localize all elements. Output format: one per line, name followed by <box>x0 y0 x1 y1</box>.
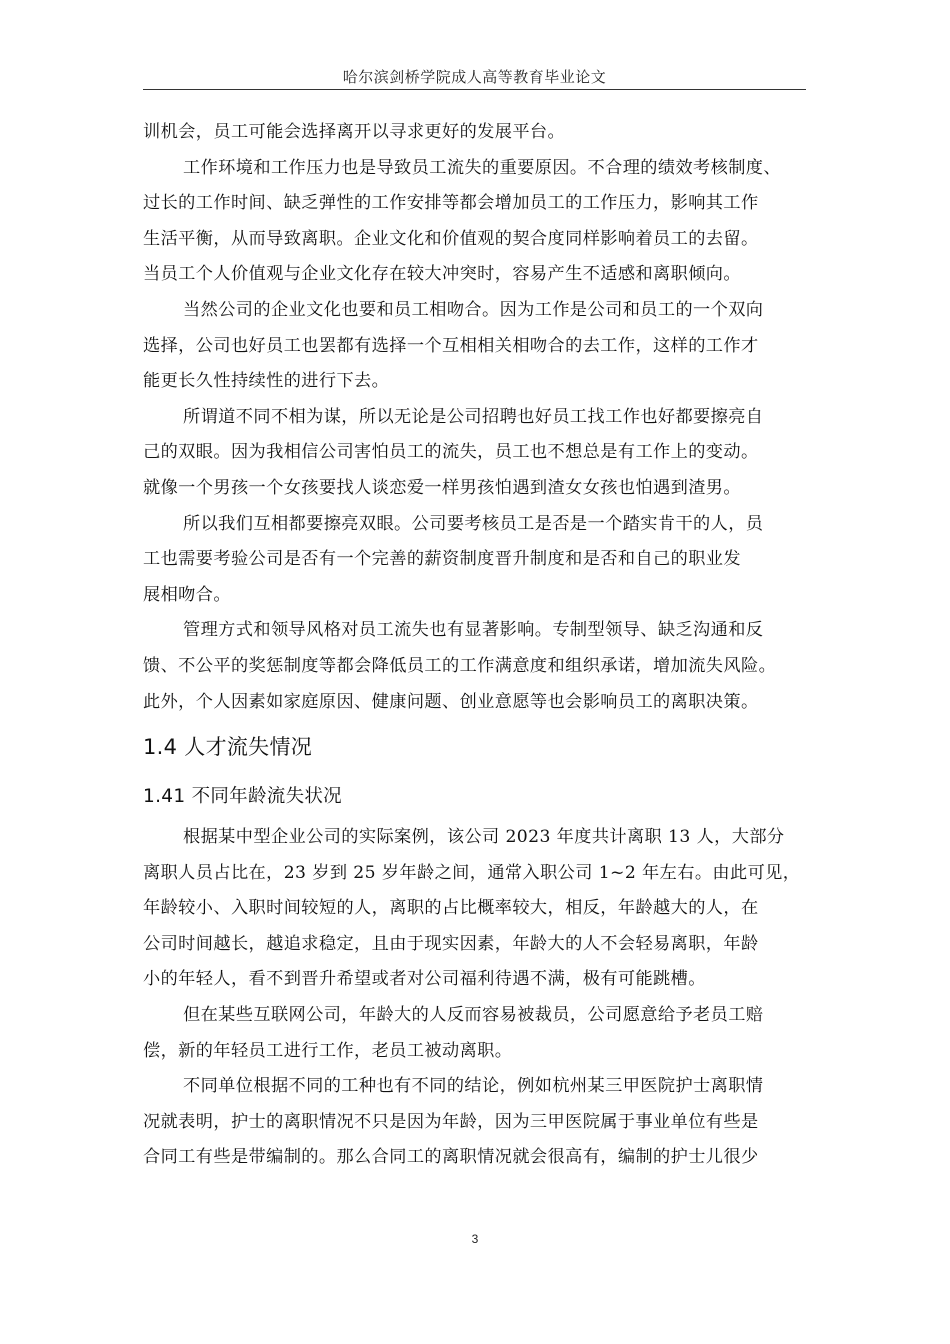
text-line: 能更长久性持续性的进行下去。 <box>143 371 390 392</box>
text-line: 况就表明，护士的离职情况不只是因为年龄，因为三甲医院属于事业单位有些是 <box>143 1111 759 1132</box>
text-line: 展相吻合。 <box>143 584 231 605</box>
text-line: 不同单位根据不同的工种也有不同的结论，例如杭州某三甲医院护士离职情 <box>183 1076 764 1097</box>
text-line: 根据某中型企业公司的实际案例，该公司 2023 年度共计离职 13 人，大部分 <box>183 827 785 848</box>
text-line: 此外，个人因素如家庭原因、健康问题、创业意愿等也会影响员工的离职决策。 <box>143 691 759 712</box>
text-line: 合同工有些是带编制的。那么合同工的离职情况就会很高有，编制的护士儿很少 <box>143 1147 759 1168</box>
paragraph <box>143 400 806 507</box>
text-line: 公司时间越长，越追求稳定，且由于现实因素，年龄大的人不会轻易离职，年龄 <box>143 933 759 954</box>
text-line: 工作环境和工作压力也是导致员工流失的重要原因。不合理的绩效考核制度、 <box>183 157 781 178</box>
text-line: 工也需要考验公司是否有一个完善的薪资制度晋升制度和是否和自己的职业发 <box>143 549 741 570</box>
paragraph <box>143 115 806 151</box>
text-line: 所以我们互相都要擦亮双眼。公司要考核员工是否是一个踏实肯干的人，员 <box>183 513 764 534</box>
text-line: 年龄较小、入职时间较短的人，离职的占比概率较大，相反，年龄越大的人，在 <box>143 898 759 919</box>
paragraph <box>143 151 806 293</box>
paragraph <box>143 1069 806 1176</box>
text-line: 偿，新的年轻员工进行工作，老员工被动离职。 <box>143 1040 513 1061</box>
subsection-heading: 1.41 不同年龄流失状况 <box>143 786 342 808</box>
text-line: 但在某些互联网公司，年龄大的人反而容易被裁员，公司愿意给予老员工赔 <box>183 1005 764 1026</box>
text-line: 离职人员占比在，23 岁到 25 岁年龄之间，通常入职公司 1~2 年左右。由此可见， <box>143 862 801 883</box>
paragraph <box>143 293 806 400</box>
text-line: 管理方式和领导风格对员工流失也有显著影响。专制型领导、缺乏沟通和反 <box>183 620 764 641</box>
body-text <box>143 115 806 1176</box>
text-line: 小的年轻人，看不到晋升希望或者对公司福利待遇不满，极有可能跳槽。 <box>143 969 706 990</box>
text-line: 所谓道不同不相为谋，所以无论是公司招聘也好员工找工作也好都要擦亮自 <box>183 406 764 427</box>
paragraph <box>143 507 806 614</box>
text-line: 当员工个人价值观与企业文化存在较大冲突时，容易产生不适感和离职倾向。 <box>143 264 741 285</box>
header-divider <box>143 89 806 90</box>
paragraph-group-a <box>143 115 806 720</box>
text-line: 当然公司的企业文化也要和员工相吻合。因为工作是公司和员工的一个双向 <box>183 299 764 320</box>
text-line: 训机会，员工可能会选择离开以寻求更好的发展平台。 <box>143 122 566 142</box>
page-number: 3 <box>471 1232 479 1246</box>
text-line: 己的双眼。因为我相信公司害怕员工的流失，员工也不想总是有工作上的变动。 <box>143 442 759 463</box>
paragraph-group-b <box>143 820 806 1176</box>
paragraph <box>143 613 806 720</box>
section-heading: 1.4 人才流失情况 <box>143 735 313 760</box>
running-header: 哈尔滨剑桥学院成人高等教育毕业论文 <box>342 68 607 86</box>
text-line: 选择，公司也好员工也罢都有选择一个互相相关相吻合的去工作，这样的工作才 <box>143 335 759 356</box>
paragraph <box>143 998 806 1069</box>
text-line: 过长的工作时间、缺乏弹性的工作安排等都会增加员工的工作压力，影响其工作 <box>143 193 759 214</box>
text-line: 馈、不公平的奖惩制度等都会降低员工的工作满意度和组织承诺，增加流失风险。 <box>143 655 777 676</box>
paragraph <box>143 820 806 998</box>
text-line: 生活平衡，从而导致离职。企业文化和价值观的契合度同样影响着员工的去留。 <box>143 228 759 249</box>
text-line: 就像一个男孩一个女孩要找人谈恋爱一样男孩怕遇到渣女女孩也怕遇到渣男。 <box>143 477 741 498</box>
